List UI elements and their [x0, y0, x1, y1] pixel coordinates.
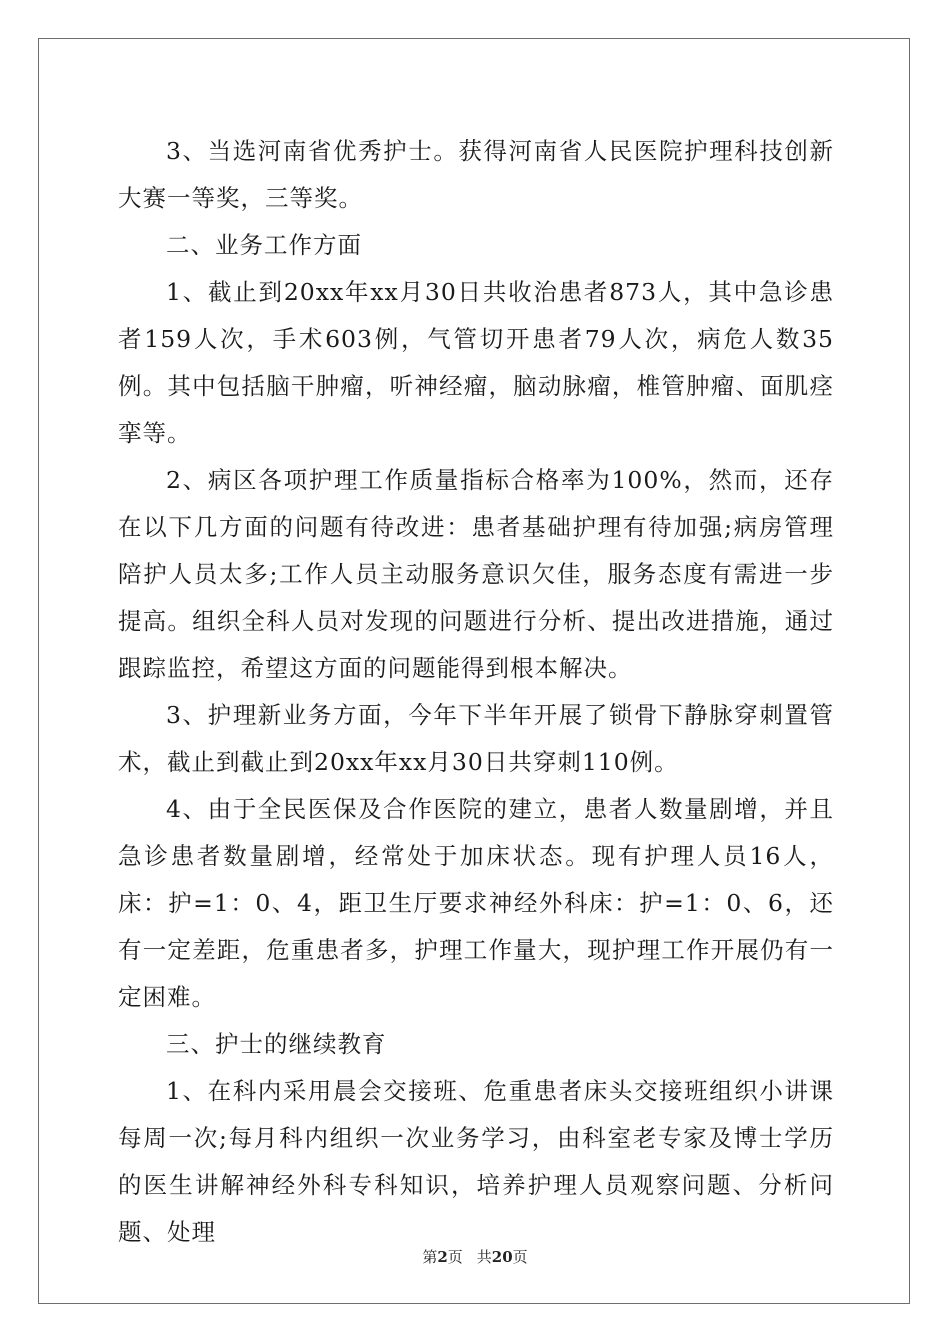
- document-body: [118, 128, 834, 1256]
- footer-total-pages: 20: [491, 1248, 513, 1266]
- footer-page-prefix: 第: [422, 1248, 438, 1266]
- paragraph-staffing: 4、由于全民医保及合作医院的建立，患者人数量剧增，并且急诊患者数量剧增，经常处于加床状态。现有护理人员16人，床：护=1：0、4，距卫生厅要求神经外科床：护=1：0、6，还有一定差距，危重患者多，护理工作量大，现护理工作开展仍有一定困难。: [118, 795, 834, 1011]
- paragraph-training: 1、在科内采用晨会交接班、危重患者床头交接班组织小讲课每周一次;每月科内组织一次业务学习，由科室老专家及博士学历的医生讲解神经外科专科知识，培养护理人员观察问题、分析问题、处理: [118, 1077, 834, 1246]
- paragraph-new-business: 3、护理新业务方面，今年下半年开展了锁骨下静脉穿刺置管术，截止到截止到20xx年xx月30日共穿刺110例。: [118, 701, 834, 776]
- paragraph-quality-indicators: 2、病区各项护理工作质量指标合格率为100%，然而，还存在以下几方面的问题有待改进：患者基础护理有待加强;病房管理陪护人员太多;工作人员主动服务意识欠佳，服务态度有需进一步提高。组织全科人员对发现的问题进行分析、提出改进措施，通过跟踪监控，希望这方面的问题能得到根本解决。: [118, 466, 834, 682]
- heading-business-work: 二、业务工作方面: [166, 231, 362, 259]
- heading-continuing-education: 三、护士的继续教育: [166, 1030, 387, 1058]
- footer-page-suffix: 页: [447, 1248, 463, 1266]
- footer-total-suffix: 页: [512, 1248, 528, 1266]
- paragraph-patients-admitted: 1、截止到20xx年xx月30日共收治患者873人，其中急诊患者159人次，手术603例，气管切开患者79人次，病危人数35例。其中包括脑干肿瘤，听神经瘤，脑动脉瘤，椎管肿瘤、面肌痉挛等。: [118, 278, 834, 447]
- paragraph-award: 3、当选河南省优秀护士。获得河南省人民医院护理科技创新大赛一等奖，三等奖。: [118, 137, 834, 212]
- footer-total-prefix: 共: [476, 1248, 492, 1266]
- page-footer: [0, 1246, 950, 1267]
- footer-page-number: 2: [437, 1248, 448, 1266]
